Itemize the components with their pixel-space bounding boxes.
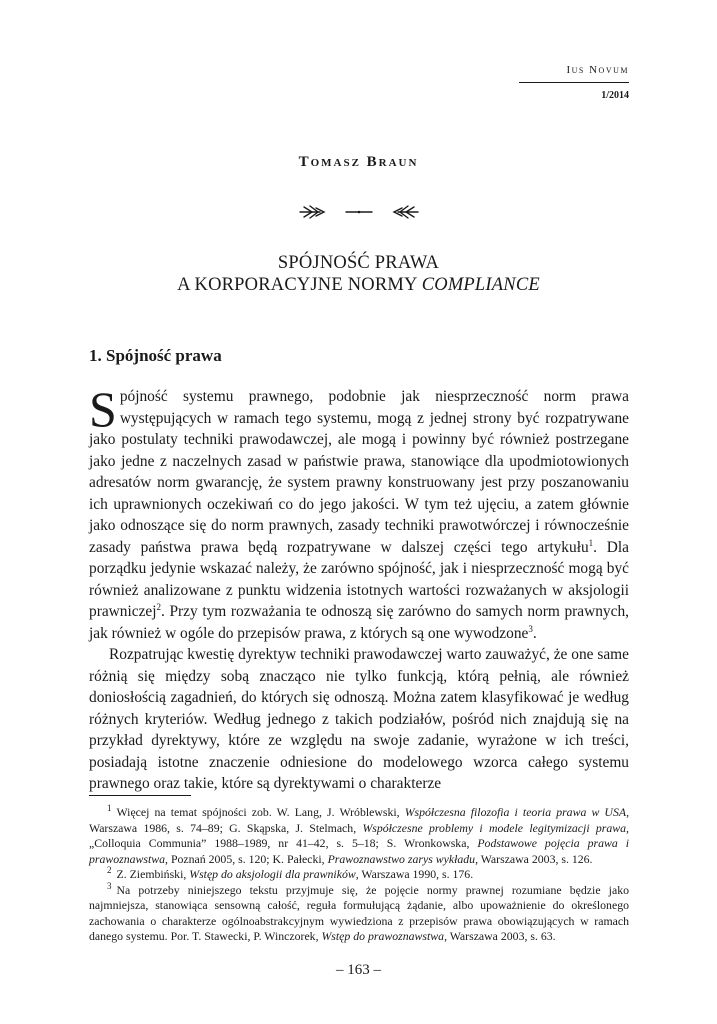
footnote-2-title: Wstęp do aksjologii dla prawników (189, 867, 356, 881)
title-line-1: SPÓJNOŚĆ PRAWA (277, 253, 440, 273)
paragraph-1-part-2: . Dla porządku jedynie wskazać należy, że zarówno spójność, jak i niesprzeczność mogą być również analizowane z punktu widzenia istotnych wartości rozważanych w aksjologii prawniczej (89, 538, 629, 620)
footnote-ref-1[interactable]: 1 (588, 537, 594, 548)
body-text (89, 381, 629, 795)
footnote-3-title: Wstęp do prawoznawstwa (321, 929, 445, 943)
footnote-1-title: Prawoznawstwo zarys wykładu (327, 851, 476, 866)
title-line-2-prefix: A KORPORACYJNE NORMY (177, 275, 417, 295)
paragraph-1-part-4: . (532, 624, 537, 642)
ornament-divider (0, 198, 717, 226)
footnote-1-number: 1 (107, 803, 112, 814)
author-name: Tomasz Braun (298, 154, 419, 170)
footnote-1-text: Więcej na temat spójności zob. W. Lang, J. Wróblewski, (116, 805, 405, 819)
drop-cap: S (89, 381, 117, 437)
header-rule (519, 82, 629, 83)
footnotes (89, 805, 629, 945)
page-number: – 163 – (336, 962, 381, 978)
footnote-2-text: , Warszawa 1990, s. 176. (355, 867, 474, 881)
footnote-rule (89, 795, 191, 796)
footnote-1-title: Współczesne problemy i modele legitymizacji prawa (362, 820, 627, 835)
footnote-ref-2[interactable]: 2 (156, 601, 162, 612)
footnote-1 (89, 805, 629, 867)
footnote-1-text: , „Colloquia Communia” 1988–1989, nr 41–42, s. 5–18; S. Wronkowska, (89, 820, 629, 850)
paragraph-1-part-3: . Przy tym rozważania te odnoszą się zarówno do samych norm prawnych, jak również w ogóle do przepisów prawa, z których są one wywodzone (89, 603, 629, 642)
footnote-1-title: Współczesna filozofia i teoria prawa w USA (404, 805, 627, 819)
paragraph-1 (89, 381, 629, 644)
footnote-1-text: , Warszawa 2003, s. 126. (475, 851, 593, 866)
paragraph-1-part-1: pójność systemu prawnego, podobnie jak niesprzeczność norm prawa występujących w ramach tego systemu, mogą z jednej strony być rozpatrywane jako postulaty techniki prawodawczej, ale mogą i powinny być również postrzegane jako jedne z naczelnych zasad w państwie prawa, stanowiące dla upodmiotowionych adresatów norm gwarancję, że system prawny konstruowany jest przy poszanowaniu ich uprawnionych oczekiwań co do jego jakości. W tym też ujęciu, a zatem głównie jako odnoszące się do norm prawnych, zasady techniki prawotwórczej i równocześnie zasady państwa prawa będą rozpatrywane w dalszej części tego artykułu (89, 388, 629, 556)
footnote-3-text: Na potrzeby niniejszego tekstu przyjmuje się, że pojęcie normy prawnej rozumiane będzie jako najmniejsza, stanowiąca sensowną całość, reguła formułującą żądanie, albo upoważnienie do określonego zachowania o charakterze ogólnoabstrakcyjnym wywiedziona z przepisów prawa obowiązujących w ramach danego systemu. Por. T. Stawecki, P. Winczorek, (89, 882, 629, 943)
footnote-1-title: Podstawowe pojęcia prawa i prawoznawstwa (89, 836, 629, 866)
issue-number: 1/2014 (601, 90, 629, 101)
footnote-3-number: 3 (107, 880, 112, 891)
section-heading: 1. Spójność prawa (89, 346, 222, 365)
footnote-1-text: , Poznań 2005, s. 120; K. Pałecki, (165, 851, 328, 866)
article-title (0, 252, 717, 296)
fleuron-ornament-icon (294, 202, 424, 222)
footnote-3-text: , Warszawa 2003, s. 63. (444, 929, 556, 943)
footnote-3 (89, 880, 629, 945)
title-line-2 (0, 274, 717, 296)
footnote-2-text: Z. Ziembiński, (116, 867, 190, 881)
footnote-1-text: , Warszawa 1986, s. 74–89; G. Skąpska, J. Stelmach, (89, 805, 630, 835)
footnote-2-number: 2 (107, 865, 112, 876)
footnote-2 (89, 867, 629, 883)
footnote-ref-3[interactable]: 3 (528, 623, 533, 634)
paragraph-2: Rozpatrując kwestię dyrektyw techniki prawodawczej warto zauważyć, że one same różnią się między sobą znacząco nie tylko funkcją, którą pełnią, ale również doniosłością zagadnień, do których się odnoszą. Można zatem klasyfikować je według różnych kryteriów. Według jednego z takich podziałów, pośród nich znajdują się na przykład dyrektywy, które ze względu na swoje zadanie, wyrażone w ich treści, posiadają istotne znaczenie odniesione do modelowego wzorca całego systemu prawnego oraz takie, które są dyrektywami o charakterze (89, 646, 629, 792)
journal-name: Ius Novum (566, 64, 629, 76)
title-line-2-italic: COMPLIANCE (421, 275, 540, 295)
